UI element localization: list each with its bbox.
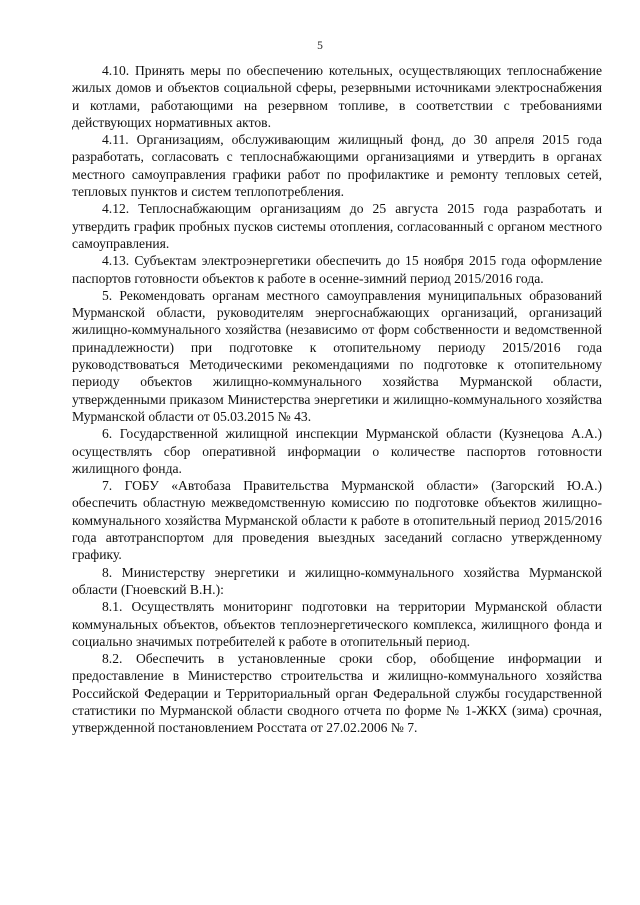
document-body xyxy=(72,62,602,737)
paragraph-4-11: 4.11. Организациям, обслуживающим жилищный фонд, до 30 апреля 2015 года разработать, согласовать с теплоснабжающими организациями и утвердить в органах местного самоуправления графики работ по профилактике и ремонту тепловых сетей, тепловых пунктов и систем теплопотребления. xyxy=(72,132,602,200)
paragraph-4-10: 4.10. Принять меры по обеспечению котельных, осуществляющих теплоснабжение жилых домов и объектов социальной сферы, резервными источниками электроснабжения и котлами, работающими на резервном топливе, в соответствии с требованиями действующих нормативных актов. xyxy=(72,63,602,130)
page-number: 5 xyxy=(317,40,323,52)
paragraph-4-13: 4.13. Субъектам электроэнергетики обеспечить до 15 ноября 2015 года оформление паспортов готовности объектов к работе в осенне-зимний период 2015/2016 года. xyxy=(72,253,602,286)
paragraph-5: 5. Рекомендовать органам местного самоуправления муниципальных образований Мурманской области, руководителям энергоснабжающих организаций, организаций жилищно-коммунального хозяйства (независимо от форм собственности и ведомственной принадлежности) при подготовке к отопительному периоду 2015/2016 года руководствоваться Методическими рекомендациями по подготовке к отопительному периоду объектов жилищно-коммунального хозяйства Мурманской области, утвержденными приказом Министерства энергетики и жилищно-коммунального хозяйства Мурманской области от 05.03.2015 № 43. xyxy=(72,287,602,424)
paragraph-8-1: 8.1. Осуществлять мониторинг подготовки на территории Мурманской области коммунальных объектов, объектов теплоэнергетического комплекса, жилищного фонда и социально значимых потребителей к работе в отопительный период. xyxy=(72,599,602,649)
paragraph-6: 6. Государственной жилищной инспекции Мурманской области (Кузнецова А.А.) осуществлять сбор оперативной информации о количестве паспортов готовности жилищного фонда. xyxy=(72,426,602,476)
paragraph-7: 7. ГОБУ «Автобаза Правительства Мурманской области» (Загорский Ю.А.) обеспечить областную межведомственную комиссию по подготовке объектов жилищно-коммунального хозяйства Мурманской области к работе в отопительный период 2015/2016 года автотранспортом для проведения выездных заседаний согласно утвержденному графику. xyxy=(72,478,602,563)
paragraph-4-12: 4.12. Теплоснабжающим организациям до 25 августа 2015 года разработать и утвердить график пробных пусков системы отопления, согласованный с органом местного самоуправления. xyxy=(72,201,602,251)
paragraph-8: 8. Министерству энергетики и жилищно-коммунального хозяйства Мурманской области (Гноевский В.Н.): xyxy=(72,564,602,597)
paragraph-8-2: 8.2. Обеспечить в установленные сроки сбор, обобщение информации и предоставление в Министерство строительства и жилищно-коммунального хозяйства Российской Федерации и Территориальный орган Федеральной службы государственной статистики по Мурманской области сводного отчета по форме № 1-ЖКХ (зима) срочная, утвержденной постановлением Росстата от 27.02.2006 № 7. xyxy=(72,651,602,736)
